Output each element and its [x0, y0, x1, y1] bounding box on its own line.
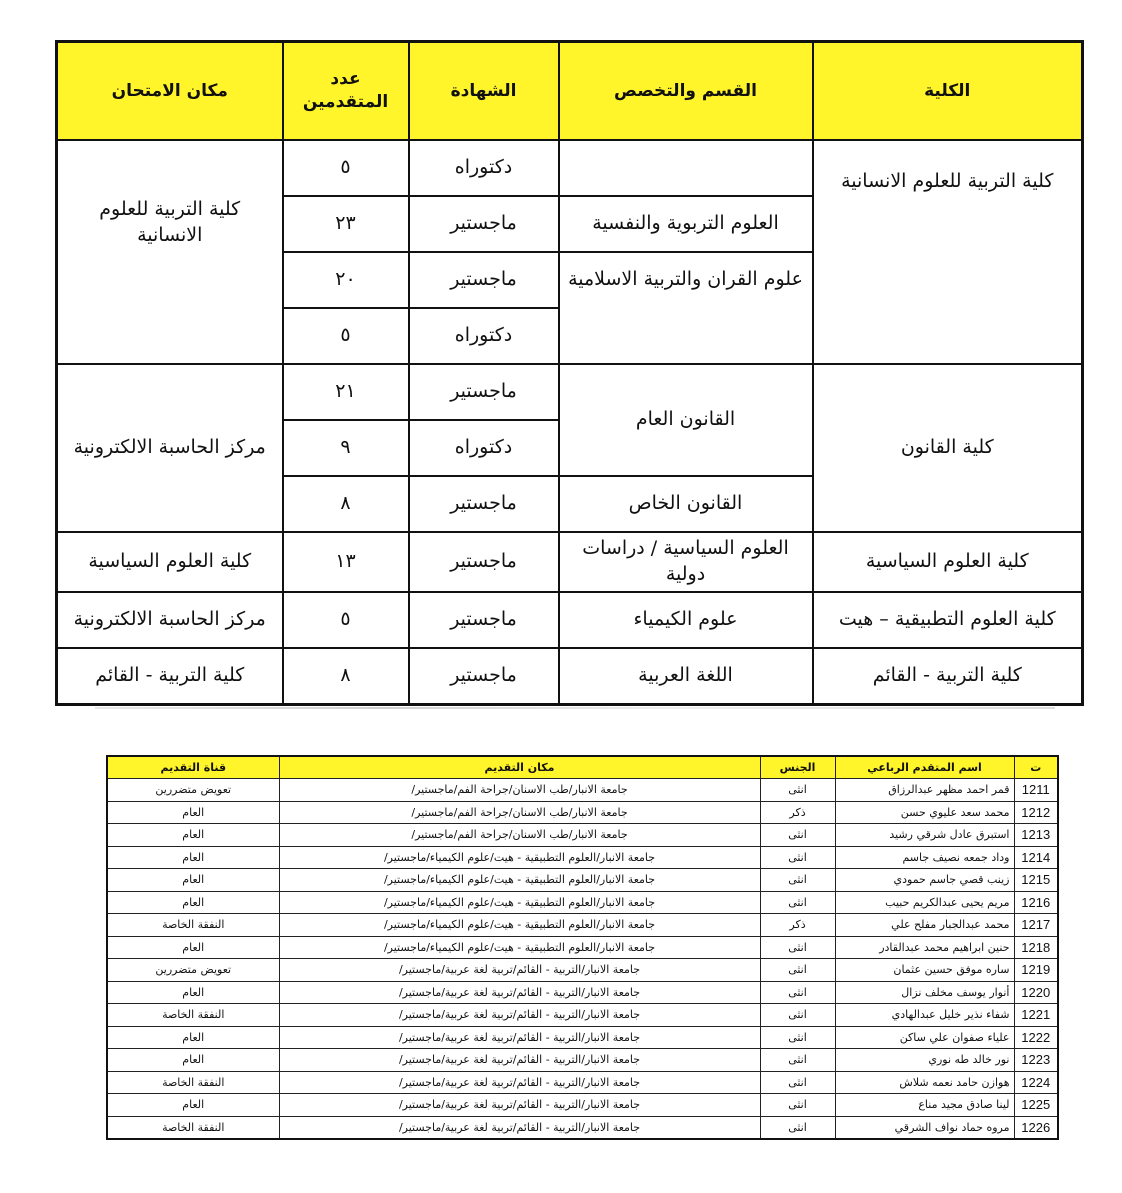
name-cell: لينا صادق مجيد مناع	[835, 1094, 1014, 1117]
place-cell: جامعة الانبار/طب الاسنان/جراحة الفم/ماجستير/	[279, 824, 760, 847]
header-degree: الشهادة	[409, 42, 559, 141]
college-cell: كلية العلوم السياسية	[813, 532, 1083, 592]
channel-cell: العام	[107, 1049, 279, 1072]
channel-cell: النفقة الخاصة	[107, 1004, 279, 1027]
place-cell: جامعة الانبار/طب الاسنان/جراحة الفم/ماجستير/	[279, 801, 760, 824]
degree-cell: دكتوراه	[409, 140, 559, 196]
place-cell: جامعة الانبار/العلوم التطبيقية - هيت/علوم الكيمياء/ماجستير/	[279, 891, 760, 914]
place-cell: جامعة الانبار/التربية - القائم/تربية لغة عربية/ماجستير/	[279, 1116, 760, 1139]
table-row	[107, 891, 1058, 914]
place-cell: جامعة الانبار/التربية - القائم/تربية لغة عربية/ماجستير/	[279, 1004, 760, 1027]
channel-cell: العام	[107, 1026, 279, 1049]
gender-cell: انثى	[760, 1094, 835, 1117]
degree-cell: ماجستير	[409, 364, 559, 420]
degree-cell: دكتوراه	[409, 420, 559, 476]
table-row	[107, 1026, 1058, 1049]
applicants-cell: ٥	[283, 308, 409, 364]
table-row	[57, 364, 1083, 420]
exam-place-cell: مركز الحاسبة الالكترونية	[57, 364, 283, 532]
college-cell: كلية العلوم التطبيقية – هيت	[813, 592, 1083, 648]
table-row	[107, 1004, 1058, 1027]
channel-cell: العام	[107, 801, 279, 824]
college-cell: كلية القانون	[813, 364, 1083, 532]
degree-cell: ماجستير	[409, 196, 559, 252]
applicants-cell: ٩	[283, 420, 409, 476]
name-cell: ساره موفق حسين عثمان	[835, 959, 1014, 982]
department-cell: علوم الكيمياء	[559, 592, 813, 648]
place-cell: جامعة الانبار/التربية - القائم/تربية لغة عربية/ماجستير/	[279, 1026, 760, 1049]
channel-cell: العام	[107, 891, 279, 914]
table-row	[107, 1094, 1058, 1117]
place-cell: جامعة الانبار/التربية - القائم/تربية لغة عربية/ماجستير/	[279, 1094, 760, 1117]
name-cell: هوازن حامد نعمه شلاش	[835, 1071, 1014, 1094]
place-cell: جامعة الانبار/التربية - القائم/تربية لغة عربية/ماجستير/	[279, 1049, 760, 1072]
department-cell: علوم القران والتربية الاسلامية	[559, 252, 813, 364]
name-cell: شفاء نذير خليل عبدالهادي	[835, 1004, 1014, 1027]
table-row	[107, 981, 1058, 1004]
seq-cell: 1212	[1014, 801, 1058, 824]
gender-cell: انثى	[760, 936, 835, 959]
seq-cell: 1222	[1014, 1026, 1058, 1049]
seq-cell: 1226	[1014, 1116, 1058, 1139]
seq-cell: 1223	[1014, 1049, 1058, 1072]
name-cell: قمر احمد مظهر عبدالرزاق	[835, 779, 1014, 802]
exam-table-header-row	[57, 42, 1083, 141]
channel-cell: النفقة الخاصة	[107, 1071, 279, 1094]
gender-cell: انثى	[760, 869, 835, 892]
seq-cell: 1221	[1014, 1004, 1058, 1027]
table-row	[107, 1049, 1058, 1072]
channel-cell: تعويض متضررين	[107, 779, 279, 802]
degree-cell: ماجستير	[409, 476, 559, 532]
header-place: مكان التقديم	[279, 756, 760, 779]
applicants-header-row	[107, 756, 1058, 779]
department-cell: القانون العام	[559, 364, 813, 476]
department-cell: اللغة العربية	[559, 648, 813, 705]
department-cell-empty	[559, 140, 813, 196]
name-cell: حنين ابراهيم محمد عبدالقادر	[835, 936, 1014, 959]
place-cell: جامعة الانبار/التربية - القائم/تربية لغة عربية/ماجستير/	[279, 1071, 760, 1094]
header-seq: ت	[1014, 756, 1058, 779]
exam-place-cell: مركز الحاسبة الالكترونية	[57, 592, 283, 648]
name-cell: مريم يحيى عبدالكريم حبيب	[835, 891, 1014, 914]
name-cell: زينب قصي جاسم حمودي	[835, 869, 1014, 892]
header-channel: قناة التقديم	[107, 756, 279, 779]
channel-cell: العام	[107, 846, 279, 869]
header-college: الكلية	[813, 42, 1083, 141]
name-cell: أنوار يوسف مخلف نزال	[835, 981, 1014, 1004]
degree-cell: ماجستير	[409, 252, 559, 308]
table-row	[107, 779, 1058, 802]
channel-cell: العام	[107, 869, 279, 892]
applicants-cell: ٥	[283, 592, 409, 648]
exam-place-cell: كلية التربية للعلوم الانسانية	[57, 140, 283, 364]
seq-cell: 1219	[1014, 959, 1058, 982]
applicants-table	[106, 755, 1059, 1140]
college-cell: كلية التربية للعلوم الانسانية	[813, 140, 1083, 364]
department-cell: العلوم السياسية / دراسات دولية	[559, 532, 813, 592]
seq-cell: 1217	[1014, 914, 1058, 937]
channel-cell: تعويض متضررين	[107, 959, 279, 982]
department-cell: العلوم التربوية والنفسية	[559, 196, 813, 252]
place-cell: جامعة الانبار/التربية - القائم/تربية لغة عربية/ماجستير/	[279, 959, 760, 982]
name-cell: مروه حماد نواف الشرقي	[835, 1116, 1014, 1139]
applicants-cell: ٢١	[283, 364, 409, 420]
applicants-cell: ٢٣	[283, 196, 409, 252]
seq-cell: 1225	[1014, 1094, 1058, 1117]
gender-cell: انثى	[760, 824, 835, 847]
gender-cell: انثى	[760, 1071, 835, 1094]
table-row	[57, 140, 1083, 196]
place-cell: جامعة الانبار/التربية - القائم/تربية لغة عربية/ماجستير/	[279, 981, 760, 1004]
gender-cell: ذكر	[760, 914, 835, 937]
gender-cell: انثى	[760, 959, 835, 982]
seq-cell: 1215	[1014, 869, 1058, 892]
name-cell: محمد سعد عليوي حسن	[835, 801, 1014, 824]
place-cell: جامعة الانبار/العلوم التطبيقية - هيت/علوم الكيمياء/ماجستير/	[279, 936, 760, 959]
gender-cell: انثى	[760, 1049, 835, 1072]
exam-place-cell: كلية العلوم السياسية	[57, 532, 283, 592]
table-row	[107, 1116, 1058, 1139]
name-cell: استبرق عادل شرقي رشيد	[835, 824, 1014, 847]
name-cell: علياء صفوان علي ساكن	[835, 1026, 1014, 1049]
channel-cell: العام	[107, 824, 279, 847]
header-exam-place: مكان الامتحان	[57, 42, 283, 141]
place-cell: جامعة الانبار/العلوم التطبيقية - هيت/علوم الكيمياء/ماجستير/	[279, 846, 760, 869]
table-row	[57, 532, 1083, 592]
header-gender: الجنس	[760, 756, 835, 779]
scan-divider	[95, 707, 1055, 709]
exam-place-cell: كلية التربية - القائم	[57, 648, 283, 705]
gender-cell: انثى	[760, 1004, 835, 1027]
gender-cell: انثى	[760, 891, 835, 914]
gender-cell: انثى	[760, 779, 835, 802]
degree-cell: ماجستير	[409, 648, 559, 705]
department-cell: القانون الخاص	[559, 476, 813, 532]
gender-cell: انثى	[760, 981, 835, 1004]
seq-cell: 1224	[1014, 1071, 1058, 1094]
place-cell: جامعة الانبار/العلوم التطبيقية - هيت/علوم الكيمياء/ماجستير/	[279, 914, 760, 937]
name-cell: وداد جمعه نصيف جاسم	[835, 846, 1014, 869]
degree-cell: ماجستير	[409, 592, 559, 648]
place-cell: جامعة الانبار/العلوم التطبيقية - هيت/علوم الكيمياء/ماجستير/	[279, 869, 760, 892]
channel-cell: العام	[107, 936, 279, 959]
gender-cell: انثى	[760, 1116, 835, 1139]
table-row	[107, 914, 1058, 937]
applicants-cell: ٢٠	[283, 252, 409, 308]
college-cell: كلية التربية - القائم	[813, 648, 1083, 705]
table-row	[57, 592, 1083, 648]
header-applicants: عدد المتقدمين	[283, 42, 409, 141]
header-name: اسم المتقدم الرباعي	[835, 756, 1014, 779]
name-cell: محمد عبدالجبار مفلح علي	[835, 914, 1014, 937]
applicants-cell: ١٣	[283, 532, 409, 592]
table-row	[107, 846, 1058, 869]
name-cell: نور خالد طه نوري	[835, 1049, 1014, 1072]
channel-cell: النفقة الخاصة	[107, 1116, 279, 1139]
channel-cell: العام	[107, 1094, 279, 1117]
seq-cell: 1220	[1014, 981, 1058, 1004]
table-row	[57, 648, 1083, 705]
table-row	[107, 801, 1058, 824]
seq-cell: 1213	[1014, 824, 1058, 847]
table-row	[107, 1071, 1058, 1094]
applicants-cell: ٨	[283, 476, 409, 532]
seq-cell: 1214	[1014, 846, 1058, 869]
table-row	[107, 959, 1058, 982]
exam-places-table	[55, 40, 1084, 706]
applicants-cell: ٨	[283, 648, 409, 705]
channel-cell: النفقة الخاصة	[107, 914, 279, 937]
applicants-table-body	[107, 779, 1058, 1140]
place-cell: جامعة الانبار/طب الاسنان/جراحة الفم/ماجستير/	[279, 779, 760, 802]
table-row	[107, 936, 1058, 959]
seq-cell: 1211	[1014, 779, 1058, 802]
table-row	[107, 869, 1058, 892]
gender-cell: انثى	[760, 846, 835, 869]
seq-cell: 1216	[1014, 891, 1058, 914]
header-department: القسم والتخصص	[559, 42, 813, 141]
gender-cell: ذكر	[760, 801, 835, 824]
degree-cell: دكتوراه	[409, 308, 559, 364]
degree-cell: ماجستير	[409, 532, 559, 592]
gender-cell: انثى	[760, 1026, 835, 1049]
table-row	[107, 824, 1058, 847]
channel-cell: العام	[107, 981, 279, 1004]
seq-cell: 1218	[1014, 936, 1058, 959]
applicants-cell: ٥	[283, 140, 409, 196]
